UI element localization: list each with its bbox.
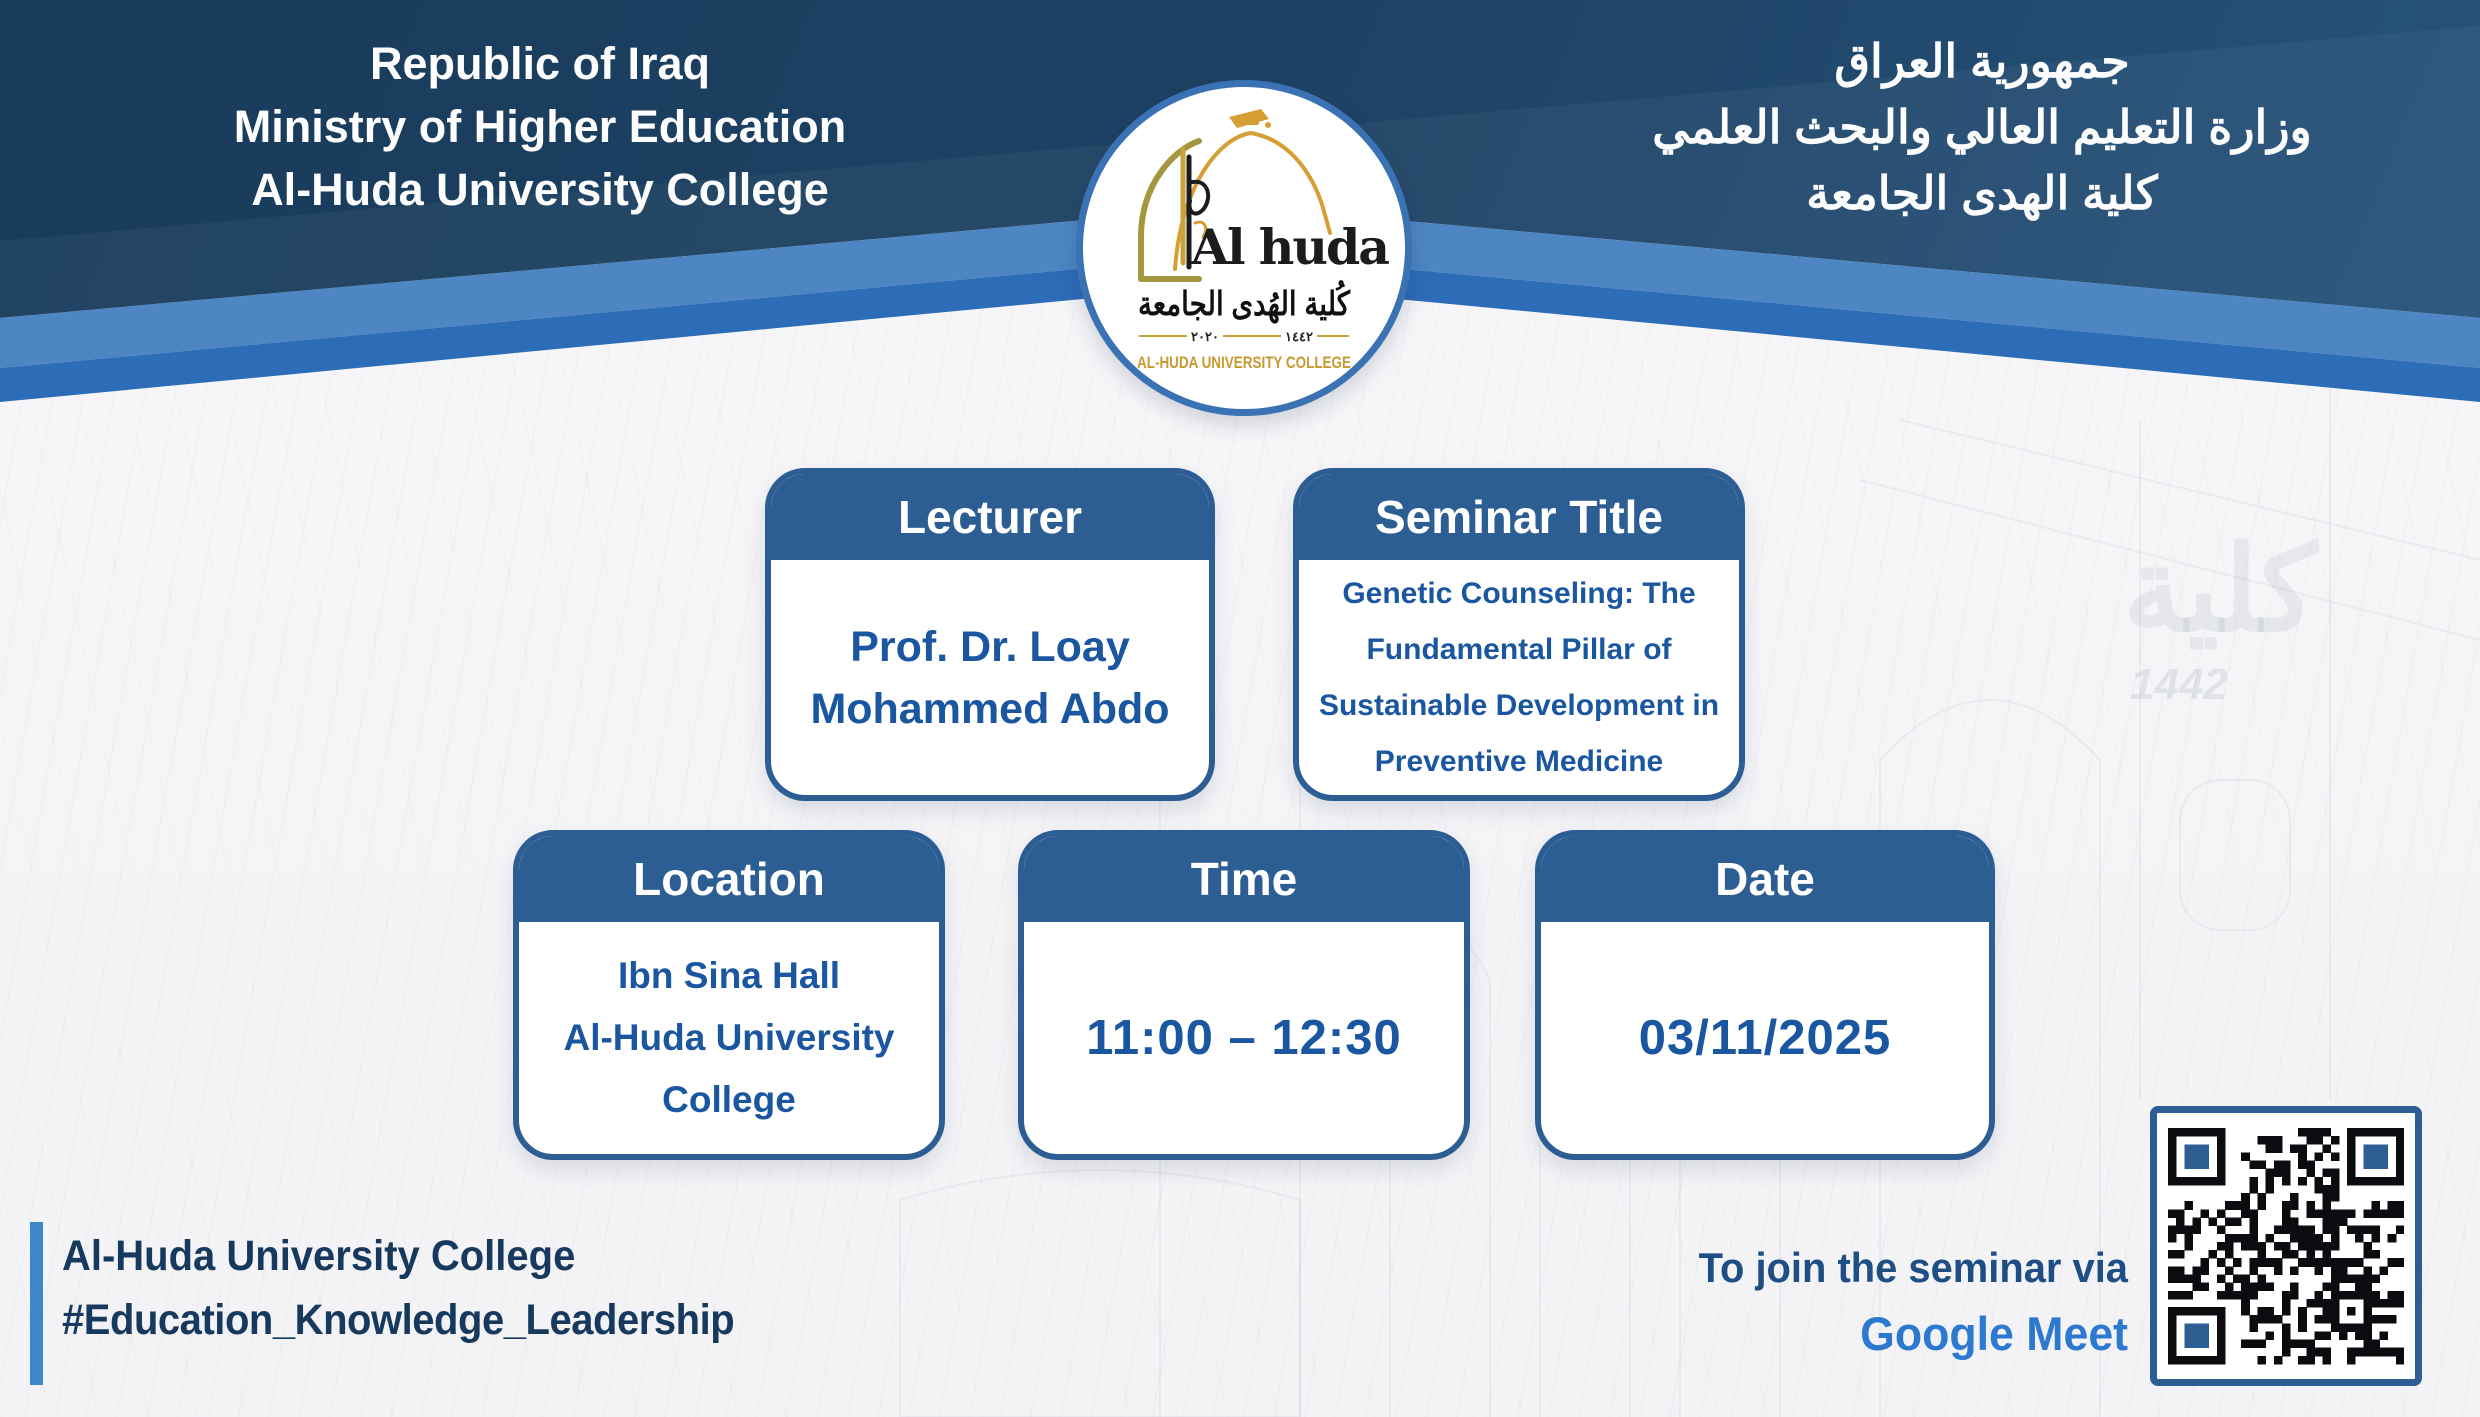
- seminar-card-title: Seminar Title: [1299, 474, 1739, 560]
- date-card: [1535, 830, 1995, 1160]
- watermark-arabic: كلية: [2122, 524, 2318, 656]
- date-card-title: Date: [1541, 836, 1989, 922]
- graduation-cap-icon: [1229, 109, 1271, 128]
- seminar-title-line: Fundamental Pillar of: [1366, 632, 1672, 666]
- seminar-title-card: [1293, 468, 1745, 801]
- location-card: [513, 830, 945, 1160]
- date-value: 03/11/2025: [1638, 1011, 1892, 1065]
- lecturer-card-body: [771, 560, 1209, 795]
- location-card-body: [519, 922, 939, 1154]
- seminar-title-line: Preventive Medicine: [1374, 744, 1664, 778]
- header-en-line: Al-Huda University College: [251, 164, 829, 215]
- logo-year-line: [1139, 329, 1349, 344]
- seminar-title-line: Sustainable Development in: [1318, 688, 1720, 722]
- header-arabic: [1552, 28, 2412, 226]
- lecturer-card-title: Lecturer: [771, 474, 1209, 560]
- footer-hashtag: #Education_Knowledge_Leadership: [62, 1296, 735, 1344]
- watermark-year: 1442: [2130, 660, 2228, 709]
- logo-year-gregorian: ٢٠٢٠: [1191, 329, 1219, 344]
- university-logo: [1076, 80, 1412, 416]
- lecturer-card: [765, 468, 1215, 801]
- header-english: [150, 32, 930, 221]
- google-meet-text: Google Meet: [1860, 1307, 2128, 1360]
- university-logo-art: [1083, 87, 1405, 409]
- time-card: [1018, 830, 1470, 1160]
- seminar-card-body: [1299, 560, 1739, 795]
- logo-caption: AL-HUDA UNIVERSITY COLLEGE: [1137, 353, 1351, 372]
- time-value: 11:00 – 12:30: [1086, 1011, 1402, 1065]
- seminar-title-line: Genetic Counseling: The: [1342, 576, 1696, 610]
- google-meet-qr-code: [2150, 1106, 2422, 1386]
- location-line: Al-Huda University: [563, 1017, 895, 1058]
- location-card-title: Location: [519, 836, 939, 922]
- header-ar-line: جمهورية العراق: [1834, 35, 2130, 87]
- header-ar-line: كلية الهدى الجامعة: [1806, 167, 2158, 219]
- header-en-line: Ministry of Higher Education: [233, 101, 847, 152]
- footer-accent-bar: [30, 1222, 43, 1385]
- logo-year-hijri: ١٤٤٢: [1285, 329, 1313, 344]
- join-seminar-text: To join the seminar via: [1698, 1244, 2128, 1291]
- lecturer-name-line: Mohammed Abdo: [810, 684, 1170, 733]
- logo-wordmark: Al huda: [1191, 218, 1388, 276]
- lecturer-name-line: Prof. Dr. Loay: [850, 622, 1130, 671]
- footer-college-name: Al-Huda University College: [62, 1232, 576, 1280]
- time-card-title: Time: [1024, 836, 1464, 922]
- header-en-line: Republic of Iraq: [369, 38, 711, 89]
- logo-arabic-calligraphy: كُلية الهُدى الجامعة: [1138, 285, 1391, 322]
- header-ar-line: وزارة التعليم العالي والبحث العلمي: [1652, 101, 2312, 153]
- location-line: College: [662, 1079, 796, 1120]
- qr-pattern: [2168, 1124, 2404, 1368]
- location-line: Ibn Sina Hall: [617, 955, 841, 996]
